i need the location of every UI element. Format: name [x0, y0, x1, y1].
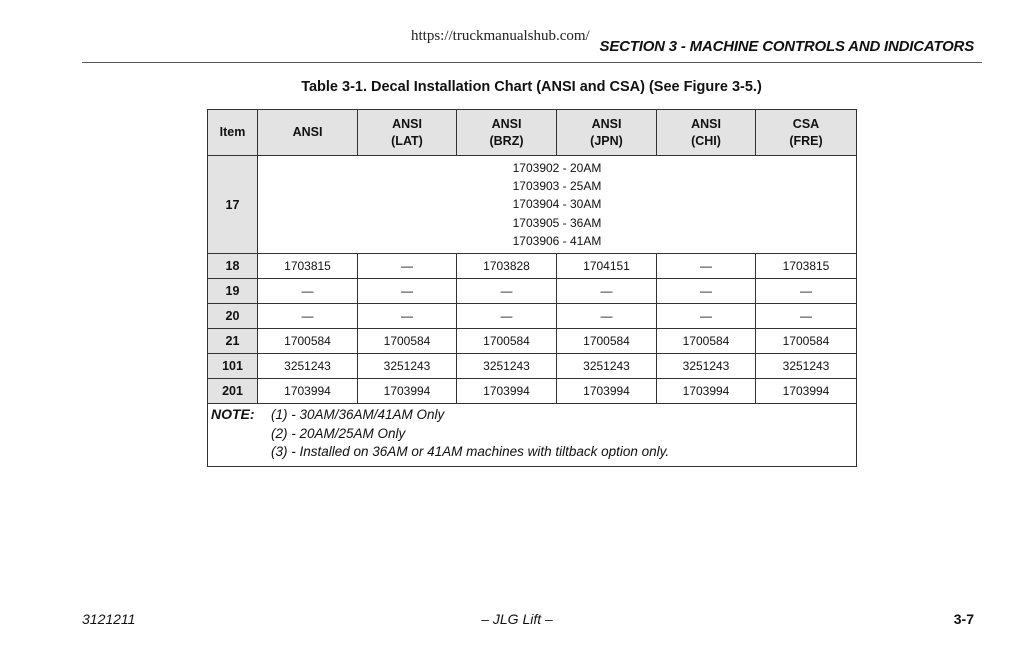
note-label: NOTE:	[211, 406, 255, 422]
part-cell: 1703994	[457, 379, 557, 404]
header-ansi-lat: ANSI (LAT)	[358, 110, 457, 156]
part-cell: —	[457, 304, 557, 329]
part-cell: —	[657, 304, 756, 329]
part-cell: 1703994	[657, 379, 756, 404]
header-ansi: ANSI	[258, 110, 358, 156]
table-row	[208, 304, 857, 329]
footer-brand: – JLG Lift –	[481, 611, 553, 627]
part-cell: 3251243	[756, 354, 857, 379]
table-caption: Table 3-1. Decal Installation Chart (ANSI and CSA) (See Figure 3-5.)	[301, 79, 762, 95]
item-cell: 21	[208, 329, 258, 354]
part-cell: 1700584	[756, 329, 857, 354]
header-csa-fre: CSA (FRE)	[756, 110, 857, 156]
part-cell: —	[358, 254, 457, 279]
part-cell: —	[258, 304, 358, 329]
part-cell: 1703815	[756, 254, 857, 279]
note-line: (3) - Installed on 36AM or 41AM machines with tiltback option only.	[271, 444, 670, 459]
item-cell: 101	[208, 354, 258, 379]
part-cell: —	[756, 304, 857, 329]
header-ansi-jpn: ANSI (JPN)	[557, 110, 657, 156]
part-cell: 1703815	[258, 254, 358, 279]
part-cell: 1700584	[358, 329, 457, 354]
part-cell: 1704151	[557, 254, 657, 279]
part-cell: 1700584	[657, 329, 756, 354]
table-row	[208, 279, 857, 304]
part-cell: 1700584	[557, 329, 657, 354]
section-title: SECTION 3 - MACHINE CONTROLS AND INDICATORS	[599, 38, 974, 55]
part-line: 1703905 - 36AM	[512, 215, 602, 230]
part-line: 1703902 - 20AM	[512, 160, 602, 175]
watermark-url: https://truckmanualshub.com/	[411, 28, 590, 44]
part-cell: 3251243	[657, 354, 756, 379]
table-row	[208, 254, 857, 279]
header-ansi-brz: ANSI (BRZ)	[457, 110, 557, 156]
item-cell: 17	[208, 156, 258, 254]
header-ansi-chi: ANSI (CHI)	[657, 110, 756, 156]
note-cell	[208, 404, 857, 467]
document-number: 3121211	[82, 611, 136, 627]
part-cell: —	[358, 304, 457, 329]
part-cell: 3251243	[557, 354, 657, 379]
note-line: (1) - 30AM/36AM/41AM Only	[271, 407, 445, 422]
part-cell: —	[557, 279, 657, 304]
note-row	[208, 404, 857, 467]
part-cell: 1703994	[557, 379, 657, 404]
part-cell: 1703994	[258, 379, 358, 404]
part-cell: 1700584	[457, 329, 557, 354]
item-cell: 201	[208, 379, 258, 404]
part-line: 1703903 - 25AM	[512, 179, 602, 194]
table-row	[208, 379, 857, 404]
part-cell: 1703828	[457, 254, 557, 279]
part-cell: 3251243	[258, 354, 358, 379]
note-line: (2) - 20AM/25AM Only	[271, 425, 406, 441]
part-cell: —	[657, 254, 756, 279]
merged-part-cell	[258, 156, 857, 254]
header-divider	[82, 62, 982, 63]
part-cell: —	[358, 279, 457, 304]
table-header-row	[208, 110, 857, 156]
table-row	[208, 329, 857, 354]
table-row	[208, 156, 857, 254]
note-lines	[271, 406, 669, 462]
header-item: Item	[208, 110, 258, 156]
item-cell: 19	[208, 279, 258, 304]
part-cell: 3251243	[457, 354, 557, 379]
part-cell: —	[557, 304, 657, 329]
part-cell: 1703994	[358, 379, 457, 404]
part-cell: —	[457, 279, 557, 304]
decal-installation-table	[207, 109, 857, 467]
part-cell: 1703994	[756, 379, 857, 404]
part-line: 1703906 - 41AM	[512, 233, 602, 248]
page-number: 3-7	[953, 611, 974, 627]
part-cell: —	[657, 279, 756, 304]
part-cell: 1700584	[258, 329, 358, 354]
item-cell: 18	[208, 254, 258, 279]
part-cell: 3251243	[358, 354, 457, 379]
table-row	[208, 354, 857, 379]
part-cell: —	[756, 279, 857, 304]
item-cell: 20	[208, 304, 258, 329]
part-cell: —	[258, 279, 358, 304]
part-line: 1703904 - 30AM	[512, 197, 602, 212]
